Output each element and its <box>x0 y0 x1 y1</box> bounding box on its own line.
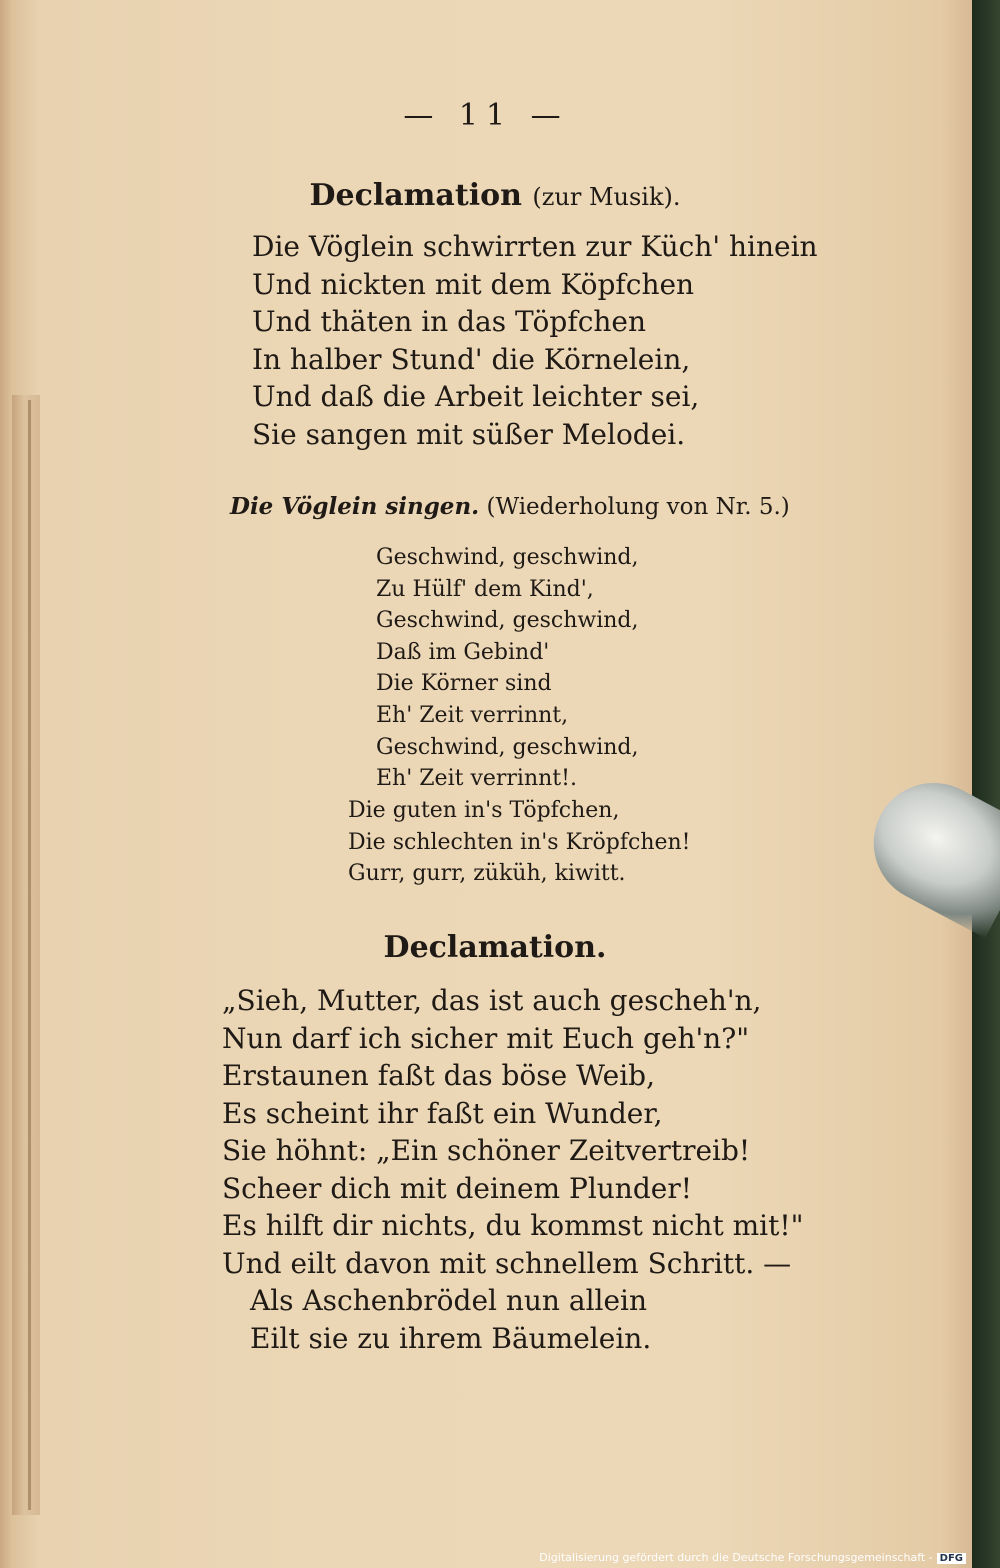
verse-line: Es scheint ihr faßt ein Wunder, <box>222 1096 663 1130</box>
verse-line: Und eilt davon mit schnellem Schritt. — <box>222 1246 792 1280</box>
song-line: Eh' Zeit verrinnt, <box>376 702 569 728</box>
verse-line: Die Vöglein schwirrten zur Küch' hinein <box>252 230 818 263</box>
verse-block-1 <box>252 228 818 453</box>
verse-line: Erstaunen faßt das böse Weib, <box>222 1059 655 1092</box>
verse-line: Und thäten in das Töpfchen <box>252 305 647 338</box>
credit-text: Digitalisierung gefördert durch die Deutsche Forschungsgemeinschaft - <box>539 1551 933 1564</box>
verse-line: Sie sangen mit süßer Melodei. <box>252 417 686 451</box>
song-lines-b <box>348 795 691 890</box>
song-note: (Wiederholung von Nr. 5.) <box>486 494 790 520</box>
song-line: Gurr, gurr, züküh, kiwitt. <box>348 861 626 887</box>
song-line: Eh' Zeit verrinnt!. <box>376 766 577 792</box>
verse-line: Als Aschenbrödel nun allein <box>250 1284 648 1317</box>
song-line: Geschwind, geschwind, <box>376 734 639 760</box>
song-title <box>230 493 790 520</box>
verse-line: Nun darf ich sicher mit Euch geh'n?" <box>222 1021 750 1055</box>
verse-block-2-indented <box>250 1282 651 1357</box>
section-heading-declamation-2 <box>0 930 972 965</box>
dfg-credit <box>539 1551 966 1564</box>
verse-line: Sie höhnt: „Ein schöner Zeitvertreib! <box>222 1134 751 1167</box>
song-line: Die Körner sind <box>376 671 552 697</box>
dfg-logo: DFG <box>937 1553 966 1564</box>
verse-line: Und daß die Arbeit leichter sei, <box>252 380 700 413</box>
song-line: Zu Hülf' dem Kind', <box>376 576 594 602</box>
verse-block-2 <box>222 982 804 1282</box>
verse-line: In halber Stund' die Körnelein, <box>252 342 691 376</box>
verse-line: „Sieh, Mutter, das ist auch gescheh'n, <box>222 984 762 1017</box>
verse-line: Eilt sie zu ihrem Bäumelein. <box>250 1321 652 1355</box>
scanner-background <box>972 0 1000 1568</box>
verse-line: Und nickten mit dem Köpfchen <box>252 267 695 301</box>
song-line: Geschwind, geschwind, <box>376 608 639 634</box>
heading-text: Declamation. <box>383 930 607 965</box>
song-line: Geschwind, geschwind, <box>376 545 639 570</box>
heading-note: (zur Musik). <box>532 183 681 211</box>
heading-text: Declamation <box>309 178 522 213</box>
song-lines-a <box>376 542 638 795</box>
song-line: Die schlechten in's Kröpfchen! <box>348 829 691 855</box>
section-heading-declamation <box>0 178 972 213</box>
song-line: Daß im Gebind' <box>376 639 550 665</box>
page-number: — 11 — <box>403 98 569 133</box>
song-title-text: Die Vöglein singen. <box>230 493 480 520</box>
verse-line: Es hilft dir nichts, du kommst nicht mit!" <box>222 1209 804 1242</box>
song-line: Die guten in's Töpfchen, <box>348 798 620 823</box>
verse-line: Scheer dich mit deinem Plunder! <box>222 1171 692 1205</box>
